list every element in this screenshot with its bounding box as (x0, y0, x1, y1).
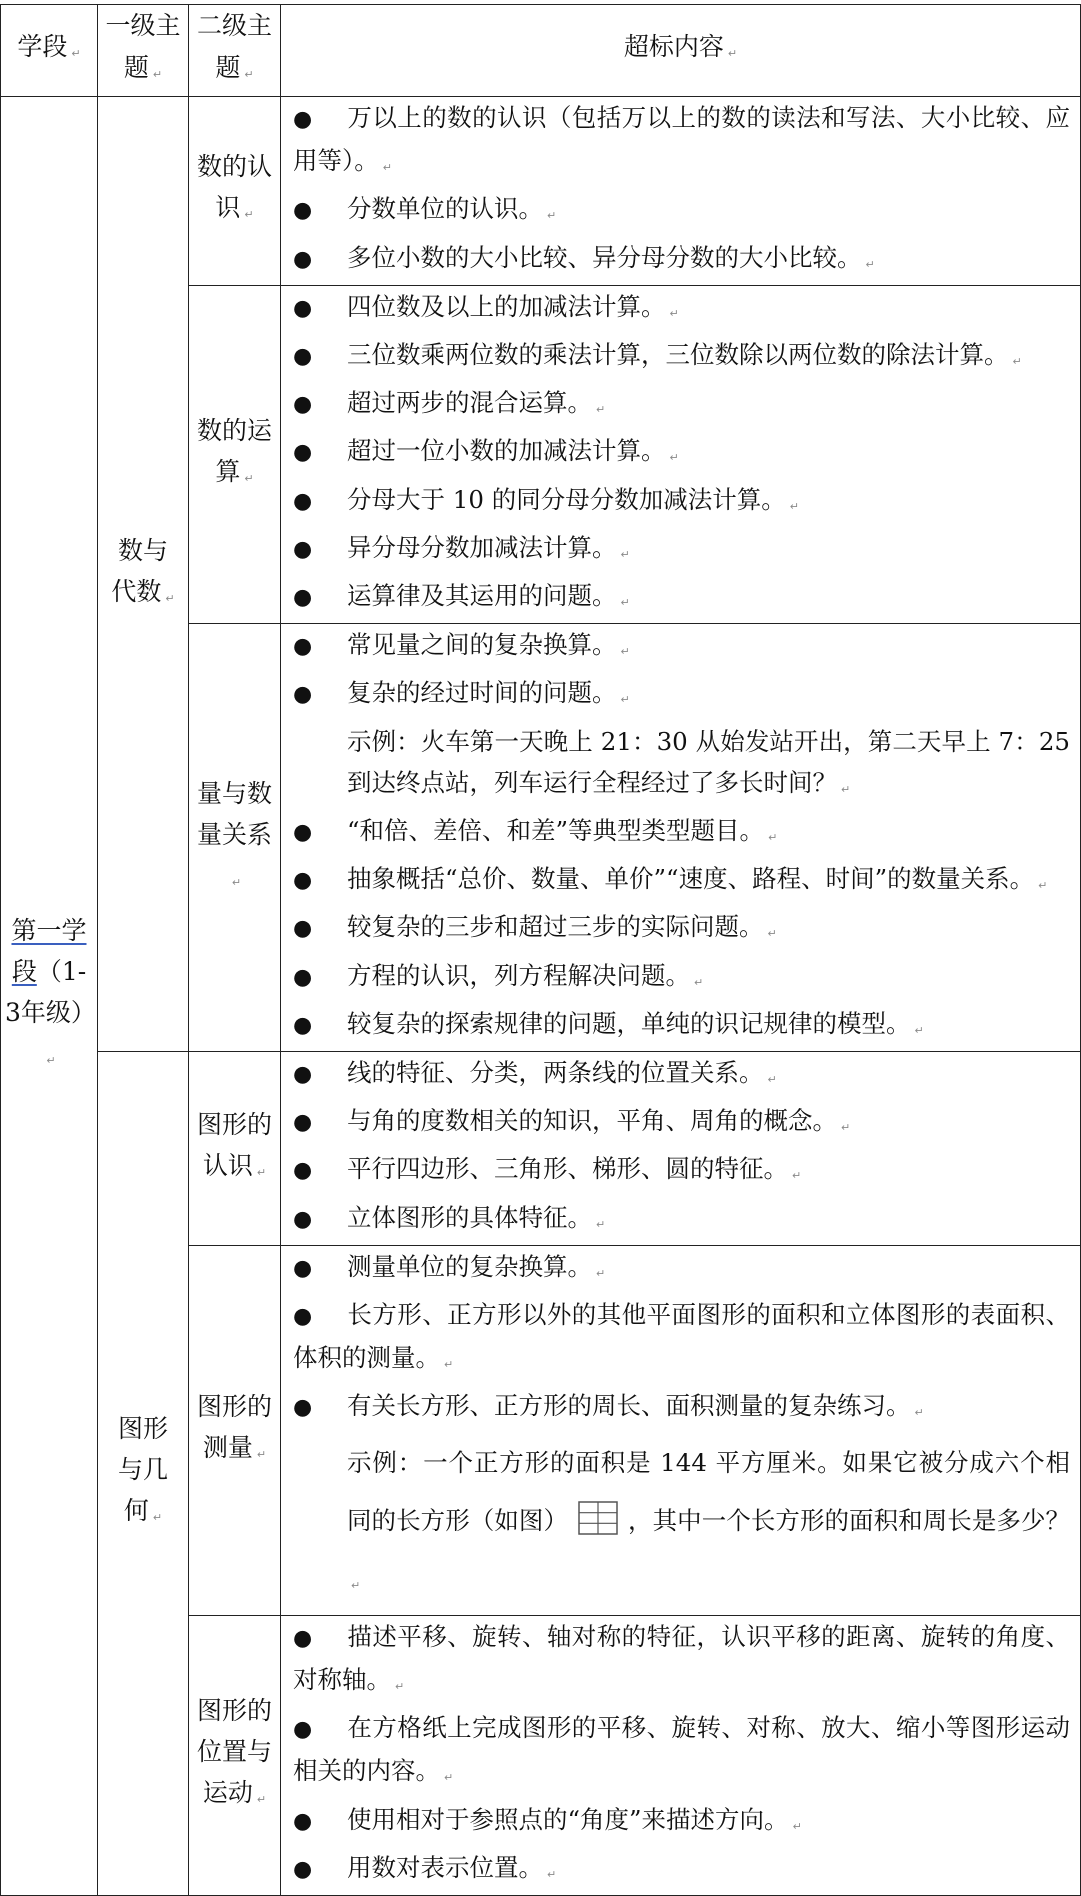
list-item: ● 较复杂的三步和超过三步的实际问题。 ↵ (293, 906, 1070, 954)
list-item: ● 描述平移、旋转、轴对称的特征，认识平移的距离、旋转的角度、对称轴。 ↵ (293, 1616, 1070, 1707)
example-text: 示例：一个正方形的面积是 144 平方厘米。如果它被分成六个相同的长方形（如图） ，其中一个长方形的面积和周长是多少？↵ (347, 1447, 1070, 1592)
bullet-icon: ● (293, 536, 313, 562)
level1-geometry: 图形与几何 ↵ (98, 1052, 189, 1896)
bullet-icon: ● (293, 682, 313, 708)
table-row (1, 97, 1081, 286)
header-content: 超标内容 ↵ (281, 5, 1081, 97)
list-item: ● 立体图形的具体特征。 ↵ (293, 1197, 1070, 1245)
header-stage: 学段 ↵ (1, 5, 98, 97)
example-text: 示例：火车第一天晚上 21：30 从始发站开出，第二天早上 7：25 到达终点站，列车运行全程经过了多长时间？ ↵ (347, 726, 1070, 797)
list-item: ● 多位小数的大小比较、异分母分数的大小比较。 ↵ (293, 237, 1070, 285)
list-item: ● 线的特征、分类，两条线的位置关系。 ↵ (293, 1052, 1070, 1100)
bullet-icon: ● (293, 1808, 313, 1834)
bullet-icon: ● (293, 246, 313, 272)
list-item: ● 常见量之间的复杂换算。 ↵ (293, 624, 1070, 672)
content-shape-position (281, 1615, 1081, 1895)
list-item: ● 分母大于 10 的同分母分数加减法计算。 ↵ (293, 479, 1070, 527)
bullet-icon: ● (293, 344, 313, 370)
header-level2: 二级主题 ↵ (189, 5, 281, 97)
bullet-icon: ● (293, 634, 313, 660)
bullet-icon: ● (293, 198, 313, 224)
bullet-icon: ● (293, 585, 313, 611)
level2-numbers: 数的认识 ↵ (189, 97, 281, 286)
bullet-icon: ● (293, 392, 313, 418)
bullet-icon: ● (293, 295, 313, 321)
list-item: ● 长方形、正方形以外的其他平面图形的面积和立体图形的表面积、体积的测量。 ↵ (293, 1294, 1070, 1385)
list-item: ● “和倍、差倍、和差”等典型类型题目。 ↵ (293, 810, 1070, 858)
content-numbers (281, 97, 1081, 286)
content-shape-measurement (281, 1245, 1081, 1615)
bullet-icon: ● (293, 107, 313, 132)
list-item: ● 四位数及以上的加减法计算。 ↵ (293, 286, 1070, 334)
level2-quantity: 量与数量关系↵ (189, 624, 281, 1052)
list-item: ● 与角的度数相关的知识，平角、周角的概念。 ↵ (293, 1100, 1070, 1148)
bullet-icon: ● (293, 1158, 313, 1184)
bullet-icon: ● (293, 1395, 313, 1421)
list-item: ● 复杂的经过时间的问题。 ↵ (293, 672, 1070, 720)
list-item: ● 抽象概括“总价、数量、单价”“速度、路程、时间”的数量关系。 ↵ (293, 858, 1070, 906)
list-item: ● 异分母分数加减法计算。 ↵ (293, 527, 1070, 575)
list-item: ● 平行四边形、三角形、梯形、圆的特征。 ↵ (293, 1148, 1070, 1196)
list-item: ● 运算律及其运用的问题。 ↵ (293, 575, 1070, 623)
header-row (1, 5, 1081, 97)
stage-name: 第一学段 (11, 916, 87, 987)
list-item: ● 测量单位的复杂换算。 ↵ (293, 1246, 1070, 1294)
table-row (1, 1052, 1081, 1246)
list-item: ● 超过两步的混合运算。 ↵ (293, 382, 1070, 430)
bullet-icon: ● (293, 868, 313, 894)
list-item: ● 分数单位的认识。 ↵ (293, 188, 1070, 236)
list-item: ● 三位数乘两位数的乘法计算，三位数除以两位数的除法计算。 ↵ (293, 334, 1070, 382)
stage-cell: 第一学段（1-3年级）↵ (1, 97, 98, 1896)
bullet-icon: ● (293, 1012, 313, 1038)
list-item: ● 方程的认识，列方程解决问题。 ↵ (293, 955, 1070, 1003)
level2-shape-recognition: 图形的认识 ↵ (189, 1052, 281, 1246)
list-item: ● 有关长方形、正方形的周长、面积测量的复杂练习。 ↵ (293, 1385, 1070, 1433)
bullet-icon: ● (293, 1717, 313, 1743)
list-item: ● 使用相对于参照点的“角度”来描述方向。 ↵ (293, 1799, 1070, 1847)
level2-shape-measurement: 图形的测量 ↵ (189, 1245, 281, 1615)
bullet-icon: ● (293, 916, 313, 942)
curriculum-table (0, 4, 1081, 1896)
list-item: ● 较复杂的探索规律的问题，单纯的识记规律的模型。 ↵ (293, 1003, 1070, 1051)
bullet-icon: ● (293, 488, 313, 514)
level2-shape-position: 图形的位置与运动 ↵ (189, 1615, 281, 1895)
level2-operations: 数的运算 ↵ (189, 285, 281, 623)
bullet-icon: ● (293, 1856, 313, 1882)
content-quantity (281, 624, 1081, 1052)
content-shape-recognition (281, 1052, 1081, 1246)
list-item: ● 超过一位小数的加减法计算。 ↵ (293, 430, 1070, 478)
level1-algebra: 数与代数 ↵ (98, 97, 189, 1052)
bullet-icon: ● (293, 820, 313, 846)
header-level1: 一级主题 ↵ (98, 5, 189, 97)
stage-grades: （1-3年级） (5, 957, 96, 1028)
bullet-icon: ● (293, 1625, 313, 1651)
list-item: ● 用数对表示位置。 ↵ (293, 1847, 1070, 1895)
grid-figure-icon (578, 1501, 618, 1535)
bullet-icon: ● (293, 440, 313, 466)
bullet-icon: ● (293, 1062, 313, 1088)
content-operations (281, 285, 1081, 623)
bullet-icon: ● (293, 1110, 313, 1136)
bullet-icon: ● (293, 1206, 313, 1232)
bullet-icon: ● (293, 1304, 313, 1330)
bullet-icon: ● (293, 1255, 313, 1281)
list-item: ● 在方格纸上完成图形的平移、旋转、对称、放大、缩小等图形运动相关的内容。 ↵ (293, 1707, 1070, 1798)
bullet-icon: ● (293, 964, 313, 990)
list-item: ● 万以上的数的认识（包括万以上的数的读法和写法、大小比较、应用等）。 ↵ (293, 97, 1070, 188)
